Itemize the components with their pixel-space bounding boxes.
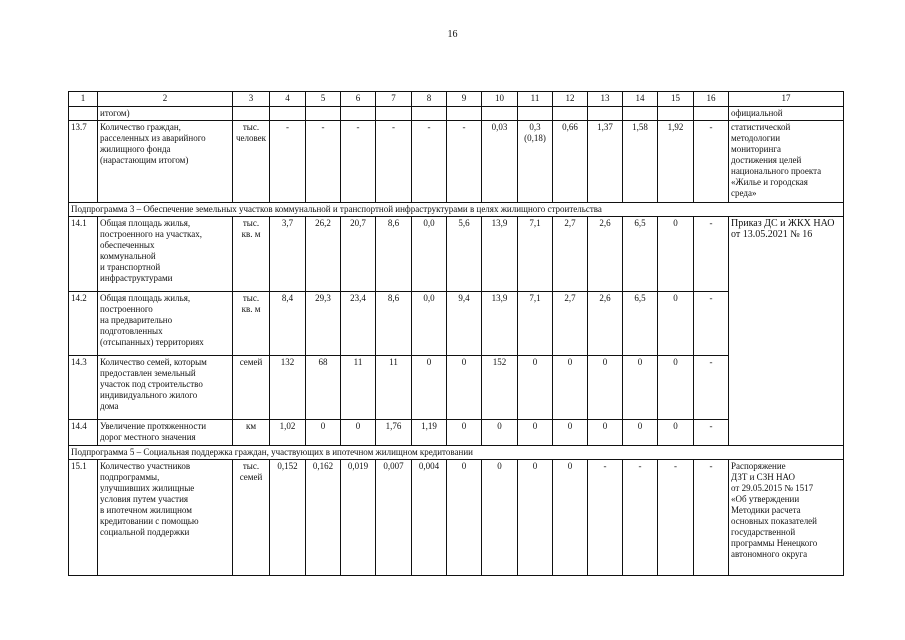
indicator-name: Количество участников подпрограммы, улучшивших жилищные условия путем участия в ипотечном жилищном кредитовании с помощью социальной поддержки: [98, 460, 233, 576]
value-cell: 8,4: [270, 292, 306, 356]
source-document: Приказ ДС и ЖКХ НАО от 13.05.2021 № 16: [729, 217, 844, 446]
section-row: [69, 446, 844, 460]
header-cell: 4: [270, 92, 306, 107]
unit: тыс. кв. м: [233, 217, 270, 292]
table-row: [69, 356, 844, 420]
value-cell: 0: [518, 460, 553, 576]
value-cell: -: [376, 121, 412, 203]
value-cell: [518, 121, 553, 203]
value-cell: 8,6: [376, 292, 412, 356]
value-cell: -: [694, 292, 729, 356]
source-document: Распоряжение ДЗТ и СЗН НАО от 29.05.2015 № 1517 «Об утверждении Методики расчета основных показателей государственной программы Ненецкого автономного округа: [729, 460, 844, 576]
value-cell: -: [694, 460, 729, 576]
value-cell: 132: [270, 356, 306, 420]
value-cell: 1,02: [270, 420, 306, 446]
value-cell: 29,3: [306, 292, 341, 356]
value-cell: 0: [341, 420, 376, 446]
indicator-name: Увеличение протяженности дорог местного значения: [98, 420, 233, 446]
header-cell: 15: [658, 92, 694, 107]
header-row: [69, 92, 844, 107]
header-cell: 12: [553, 92, 588, 107]
section-title: Подпрограмма 5 – Социальная поддержка граждан, участвующих в ипотечном жилищном кредитовании: [69, 446, 844, 460]
table-row: [69, 217, 844, 292]
value-cell: 20,7: [341, 217, 376, 292]
value-cell: 1,76: [376, 420, 412, 446]
value-cell: 23,4: [341, 292, 376, 356]
value-cell: 5,6: [447, 217, 482, 292]
header-cell: 16: [694, 92, 729, 107]
value-cell: 0,03: [482, 121, 518, 203]
value-cell: 0: [482, 420, 518, 446]
header-cell: 5: [306, 92, 341, 107]
unit: тыс. человек: [233, 121, 270, 203]
page-number: 16: [447, 29, 458, 40]
value-cell: 0: [553, 460, 588, 576]
value-cell: 0,004: [412, 460, 447, 576]
value-cell: 68: [306, 356, 341, 420]
value-cell: 0,007: [376, 460, 412, 576]
value-cell: 13,9: [482, 217, 518, 292]
value-cell: 7,1: [518, 292, 553, 356]
header-cell: 7: [376, 92, 412, 107]
value-cell: 1,92: [658, 121, 694, 203]
section-row: [69, 203, 844, 217]
value-cell: 0,66: [553, 121, 588, 203]
value-cell: 0: [482, 460, 518, 576]
value-cell: 0: [553, 356, 588, 420]
value-cell: 0: [412, 356, 447, 420]
value-cell: 0: [447, 460, 482, 576]
value-cell: 0,0: [412, 292, 447, 356]
value-cell: -: [623, 460, 658, 576]
value-cell: -: [270, 121, 306, 203]
value-cell: 2,7: [553, 217, 588, 292]
header-cell: 14: [623, 92, 658, 107]
value-cell: 3,7: [270, 217, 306, 292]
indicators-table: [68, 91, 844, 576]
value-cell: 26,2: [306, 217, 341, 292]
value-cell: 0: [623, 356, 658, 420]
value-cell: -: [412, 121, 447, 203]
value-cell: 6,5: [623, 217, 658, 292]
value-cell: -: [306, 121, 341, 203]
value-cell: 6,5: [623, 292, 658, 356]
header-cell: 2: [98, 92, 233, 107]
value-cell: -: [694, 420, 729, 446]
header-cell: 3: [233, 92, 270, 107]
value-cell: 0: [447, 356, 482, 420]
value-cell: 0: [658, 356, 694, 420]
row-number: 14.4: [69, 420, 98, 446]
value-cell: 0: [518, 420, 553, 446]
value-cell: 1,19: [412, 420, 447, 446]
unit: тыс. кв. м: [233, 292, 270, 356]
carryover-doc: официальной: [729, 107, 844, 121]
table-row: [69, 292, 844, 356]
header-cell: 6: [341, 92, 376, 107]
value-cell: -: [694, 121, 729, 203]
value-cell: 11: [341, 356, 376, 420]
value-cell: 0: [588, 420, 623, 446]
row-number: 14.1: [69, 217, 98, 292]
value-cell: -: [658, 460, 694, 576]
header-cell: 11: [518, 92, 553, 107]
value-cell: 2,6: [588, 292, 623, 356]
value-cell: -: [694, 356, 729, 420]
value-cell: 0,0: [412, 217, 447, 292]
value-cell: 1,37: [588, 121, 623, 203]
unit: тыс. семей: [233, 460, 270, 576]
header-cell: 9: [447, 92, 482, 107]
indicator-name: Общая площадь жилья, построенного на предварительно подготовленных (отсыпанных) территориях: [98, 292, 233, 356]
value-sub: (0,18): [524, 133, 546, 143]
indicator-name: Общая площадь жилья, построенного на участках, обеспеченных коммунальной и транспортной инфраструктурами: [98, 217, 233, 292]
section-title: Подпрограмма 3 – Обеспечение земельных участков коммунальной и транспортной инфраструктурами в целях жилищного строительства: [69, 203, 844, 217]
header-cell: 10: [482, 92, 518, 107]
value-cell: 0: [553, 420, 588, 446]
value-cell: -: [694, 217, 729, 292]
value-cell: 0: [658, 217, 694, 292]
row-number: 14.2: [69, 292, 98, 356]
value-cell: 9,4: [447, 292, 482, 356]
indicator-name: Количество семей, которым предоставлен земельный участок под строительство индивидуального жилого дома: [98, 356, 233, 420]
source-document: статистической методологии мониторинга достижения целей национального проекта «Жилье и городская среда»: [729, 121, 844, 203]
row-number: 14.3: [69, 356, 98, 420]
value-cell: 13,9: [482, 292, 518, 356]
value-cell: 0: [518, 356, 553, 420]
header-cell: 8: [412, 92, 447, 107]
value-cell: 0,152: [270, 460, 306, 576]
value-cell: 2,6: [588, 217, 623, 292]
indicator-name: Количество граждан, расселенных из аварийного жилищного фонда (нарастающим итогом): [98, 121, 233, 203]
value-cell: 0,162: [306, 460, 341, 576]
value-cell: 0: [658, 292, 694, 356]
value-cell: -: [588, 460, 623, 576]
table-row: [69, 460, 844, 576]
header-cell: 13: [588, 92, 623, 107]
value-cell: 0: [623, 420, 658, 446]
unit: км: [233, 420, 270, 446]
carryover-row: [69, 107, 844, 121]
value-cell: 7,1: [518, 217, 553, 292]
value-cell: 152: [482, 356, 518, 420]
value-cell: 8,6: [376, 217, 412, 292]
value-cell: 0: [658, 420, 694, 446]
value-cell: 0,019: [341, 460, 376, 576]
value-cell: 2,7: [553, 292, 588, 356]
value-cell: 0: [306, 420, 341, 446]
row-number: 13.7: [69, 121, 98, 203]
header-cell: 1: [69, 92, 98, 107]
value-cell: 0: [447, 420, 482, 446]
value-cell: -: [341, 121, 376, 203]
table-row: [69, 121, 844, 203]
row-number: 15.1: [69, 460, 98, 576]
value-cell: 1,58: [623, 121, 658, 203]
value-cell: -: [447, 121, 482, 203]
value-cell: 11: [376, 356, 412, 420]
table-row: [69, 420, 844, 446]
carryover-name: итогом): [98, 107, 233, 121]
value-main: 0,3: [529, 122, 541, 132]
value-cell: 0: [588, 356, 623, 420]
unit: семей: [233, 356, 270, 420]
header-cell: 17: [729, 92, 844, 107]
